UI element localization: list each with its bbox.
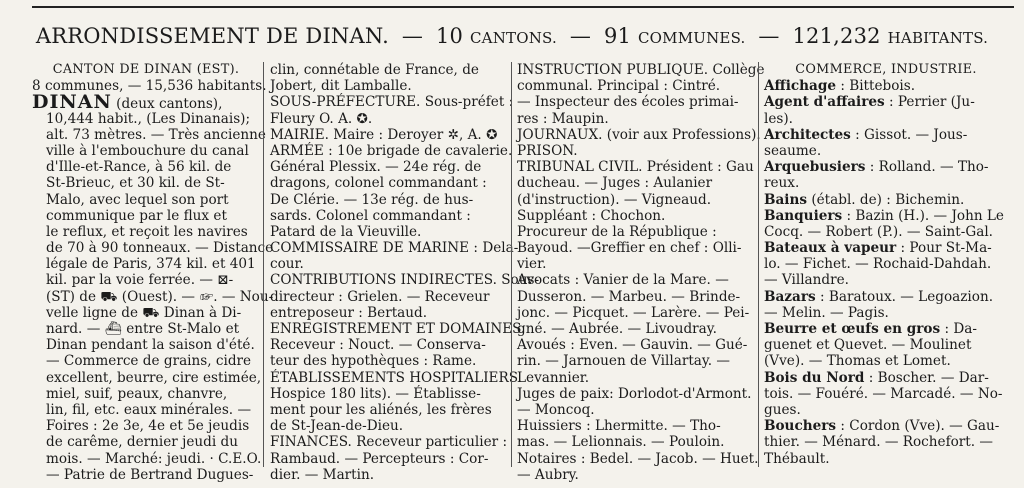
text-line: kil. par la voie ferrée. — ⊠- [46, 272, 234, 289]
text-line: Receveur : Nouct. — Conserva- [270, 337, 486, 354]
cantons-count: 10 [435, 24, 464, 48]
text-line: St-Brieuc, et 30 kil. de St- [46, 175, 225, 192]
text-line: Agent d'affaires : Perrier (Ju- [764, 94, 975, 111]
text-line: 10,444 habit., (Les Dinanais); [46, 110, 251, 127]
text-line: jonc. — Picquet. — Larère. — Pei- [517, 304, 750, 321]
text-line: d'Ille-et-Rance, à 56 kil. de [46, 159, 232, 176]
trade-heading: Bois du Nord [764, 369, 865, 386]
text-line: Hospice 180 lits). — Établisse- [270, 385, 481, 402]
text-line: sards. Colonel commandant : [270, 207, 471, 224]
cantons-label: CANTONS. [469, 29, 557, 47]
column-1 [32, 62, 274, 483]
text-line: — Patrie de Bertrand Dugues- [46, 466, 254, 483]
text-line: Cocq. — Robert (P.). — Saint-Gal. [764, 223, 993, 240]
text-line: CONTRIBUTIONS INDIRECTES. Sous- [270, 272, 540, 289]
text-line: De Clérie. — 13e rég. de hus- [270, 191, 474, 208]
text-line: ARMÉE : 10e brigade de cavalerie. [270, 142, 513, 159]
text-line: res : Maupin. [517, 110, 609, 127]
text-line: teur des hypothèques : Rame. [270, 353, 477, 370]
text-line: mas. — Lelionnais. — Pouloin. [517, 434, 725, 451]
text-line: de 70 à 90 tonneaux. — Distance [46, 240, 274, 257]
text-line: Bayoud. —Greffier en chef : Olli- [517, 240, 742, 257]
text-line: (Vve). — Thomas et Lomet. [764, 353, 951, 370]
text-line: excellent, beurre, cire estimée, [46, 369, 262, 386]
text-line: cour. [270, 256, 304, 273]
text-line: thier. — Ménard. — Rochefort. — [764, 434, 993, 451]
text-line: gues. [764, 401, 801, 418]
text-line: le reflux, et reçoit les navires [46, 223, 248, 240]
text-line: entreposeur : Bertaud. [270, 304, 428, 321]
text-line: ment pour les aliénés, les frères [270, 401, 492, 418]
text-line: Patard de la Vieuville. [270, 223, 422, 240]
habitants-count: 121,232 [792, 24, 881, 48]
text-line: Rambaud. — Percepteurs : Cor- [270, 450, 489, 467]
text-line: Levannier. [517, 369, 590, 386]
trade-heading: Banquiers [764, 207, 843, 224]
trade-heading: Bains [764, 191, 807, 208]
text-line: communique par le flux et [46, 207, 227, 224]
text-line: rin. — Jarnouen de Villartay. — [517, 353, 730, 370]
text-line: Banquiers : Bazin (H.). — John Le [764, 207, 1004, 224]
text-line: DINAN (deux cantons), [32, 91, 223, 114]
text-line: Malo, avec lequel son port [46, 191, 229, 208]
text-line: TRIBUNAL CIVIL. Président : Gau [517, 159, 754, 176]
trade-heading: Architectes [764, 126, 851, 143]
text-line: Beurre et œufs en gros : Da- [764, 321, 977, 337]
trade-heading: Bouchers [764, 418, 837, 435]
header-sep-3: — [758, 24, 780, 48]
text-line: Foires : 2e 3e, 4e et 5e jeudis [46, 418, 250, 435]
text-line: ville à l'embouchure du canal [46, 142, 249, 159]
column-3 [517, 62, 765, 483]
text-line: dier. — Martin. [270, 466, 375, 483]
text-line: Bains (établ. de) : Bichemin. [764, 191, 965, 208]
text-line: seaume. [764, 142, 822, 159]
header-sep-1: — [401, 24, 424, 48]
text-line: Notaires : Bedel. — Jacob. — Huet. [517, 450, 759, 467]
text-line: Avocats : Vanier de la Mare. — [517, 272, 729, 289]
text-line: INSTRUCTION PUBLIQUE. Collège [517, 62, 765, 78]
column-4 [764, 62, 1008, 472]
text-line: Bateaux à vapeur : Pour St-Ma- [764, 240, 992, 257]
text-line: CANTON DE DINAN (EST). [52, 62, 240, 77]
text-line: velle ligne de ⛟ Dinan à Di- [46, 304, 242, 321]
text-line: — Commerce de grains, cidre [46, 353, 252, 370]
text-line: Procureur de la République : [517, 223, 717, 240]
header-sep-2: — [569, 24, 592, 48]
trade-heading: Affichage [764, 78, 836, 95]
text-line: Général Plessix. — 24e rég. de [270, 159, 482, 176]
text-line: clin, connétable de France, de [270, 62, 479, 78]
trade-heading: Bazars [764, 288, 816, 305]
column-divider [263, 62, 264, 467]
trade-heading: Agent d'affaires [764, 94, 885, 111]
text-line: Dusseron. — Marbeu. — Brinde- [517, 288, 741, 305]
text-line: ENREGISTREMENT ET DOMAINES. [270, 321, 526, 337]
text-line: dragons, colonel commandant : [270, 175, 487, 192]
text-line: — Moncoq. [517, 401, 595, 418]
text-line: Juges de paix: Dorlodot-d'Armont. [517, 385, 752, 402]
text-line: ducheau. — Juges : Aulanier [517, 175, 713, 192]
text-line: — Villandre. [764, 272, 849, 289]
text-line: COMMISSAIRE DE MARINE : Dela- [270, 240, 519, 257]
text-line: lin, fil, etc. eaux minérales. — [46, 401, 252, 418]
text-line: Dinan pendant la saison d'été. [46, 337, 255, 354]
top-rule [32, 6, 1014, 8]
text-line: FINANCES. Receveur particulier : [270, 434, 508, 451]
header-title: ARRONDISSEMENT DE DINAN. [35, 24, 389, 48]
text-line: Fleury O. A. ✪. [270, 110, 373, 127]
city-name: DINAN [32, 91, 112, 114]
communes-count: 91 [603, 24, 632, 48]
text-line: les). [764, 110, 793, 127]
trade-heading: Beurre et œufs en gros [764, 321, 941, 337]
column-divider [511, 62, 512, 467]
text-line: Huissiers : Lhermitte. — Tho- [517, 418, 721, 435]
text-line: Bazars : Baratoux. — Legoazion. [764, 288, 994, 305]
text-line: (d'instruction). — Vigneaud. [517, 191, 712, 208]
text-line: Affichage : Bittebois. [764, 78, 916, 95]
text-line: ÉTABLISSEMENTS HOSPITALIERS. [270, 369, 522, 386]
text-line: reux. [764, 175, 800, 192]
text-line: Thébault. [764, 450, 830, 467]
text-line: guenet et Quevet. — Moulinet [764, 337, 972, 354]
text-line: alt. 73 mètres. — Très ancienne [46, 126, 266, 143]
text-line: JOURNAUX. (voir aux Professions). [517, 126, 761, 143]
communes-label: COMMUNES. [637, 29, 746, 47]
text-line: — Inspecteur des écoles primai- [517, 94, 739, 111]
text-line: mois. — Marché: jeudi. · C.E.O. [46, 450, 262, 467]
text-line: directeur : Grielen. — Receveur [270, 288, 490, 305]
habitants-label: HABITANTS. [887, 29, 989, 47]
text-line: légale de Paris, 374 kil. et 401 [46, 256, 256, 273]
text-line: communal. Principal : Cintré. [517, 78, 721, 95]
text-line: miel, suif, peaux, chanvre, [46, 385, 228, 402]
page-header [0, 24, 1024, 48]
text-line: 8 communes, — 15,536 habitants. [32, 78, 267, 95]
text-line: tois. — Fouéré. — Marcadé. — No- [764, 385, 1003, 402]
text-line: vier. [517, 256, 547, 273]
text-line: Avoués : Even. — Gauvin. — Gué- [517, 337, 748, 354]
text-line: (ST) de ⛟ (Ouest). — ☞. — Nou- [46, 288, 274, 305]
text-line: MAIRIE. Maire : Deroyer ✲, A. ✪ [270, 126, 498, 143]
text-line: SOUS-PRÉFECTURE. Sous-préfet : [270, 94, 514, 111]
column-divider [758, 62, 759, 467]
text-line: Suppléant : Chochon. [517, 207, 666, 224]
text-line: Bouchers : Cordon (Vve). — Gau- [764, 418, 1000, 435]
text-line: Architectes : Gissot. — Jous- [764, 126, 968, 143]
text-line: — Aubry. [517, 466, 579, 483]
text-line: — Melin. — Pagis. [764, 304, 889, 321]
trade-heading: Arquebusiers [764, 159, 866, 176]
text-line: COMMERCE, INDUSTRIE. [795, 62, 977, 77]
text-line: Arquebusiers : Rolland. — Tho- [764, 159, 989, 176]
text-line: nard. — ⛴ entre St-Malo et [46, 321, 240, 337]
text-line: Bois du Nord : Boscher. — Dar- [764, 369, 989, 386]
text-line: de St-Jean-de-Dieu. [270, 418, 404, 435]
text-line: gné. — Aubrée. — Livoudray. [517, 321, 717, 337]
text-line: lo. — Fichet. — Rochaid-Dahdah. [764, 256, 992, 273]
text-line: PRISON. [517, 142, 578, 159]
text-line: Jobert, dit Lamballe. [270, 78, 412, 95]
text-line: de carême, dernier jeudi du [46, 434, 238, 451]
trade-heading: Bateaux à vapeur [764, 240, 897, 257]
